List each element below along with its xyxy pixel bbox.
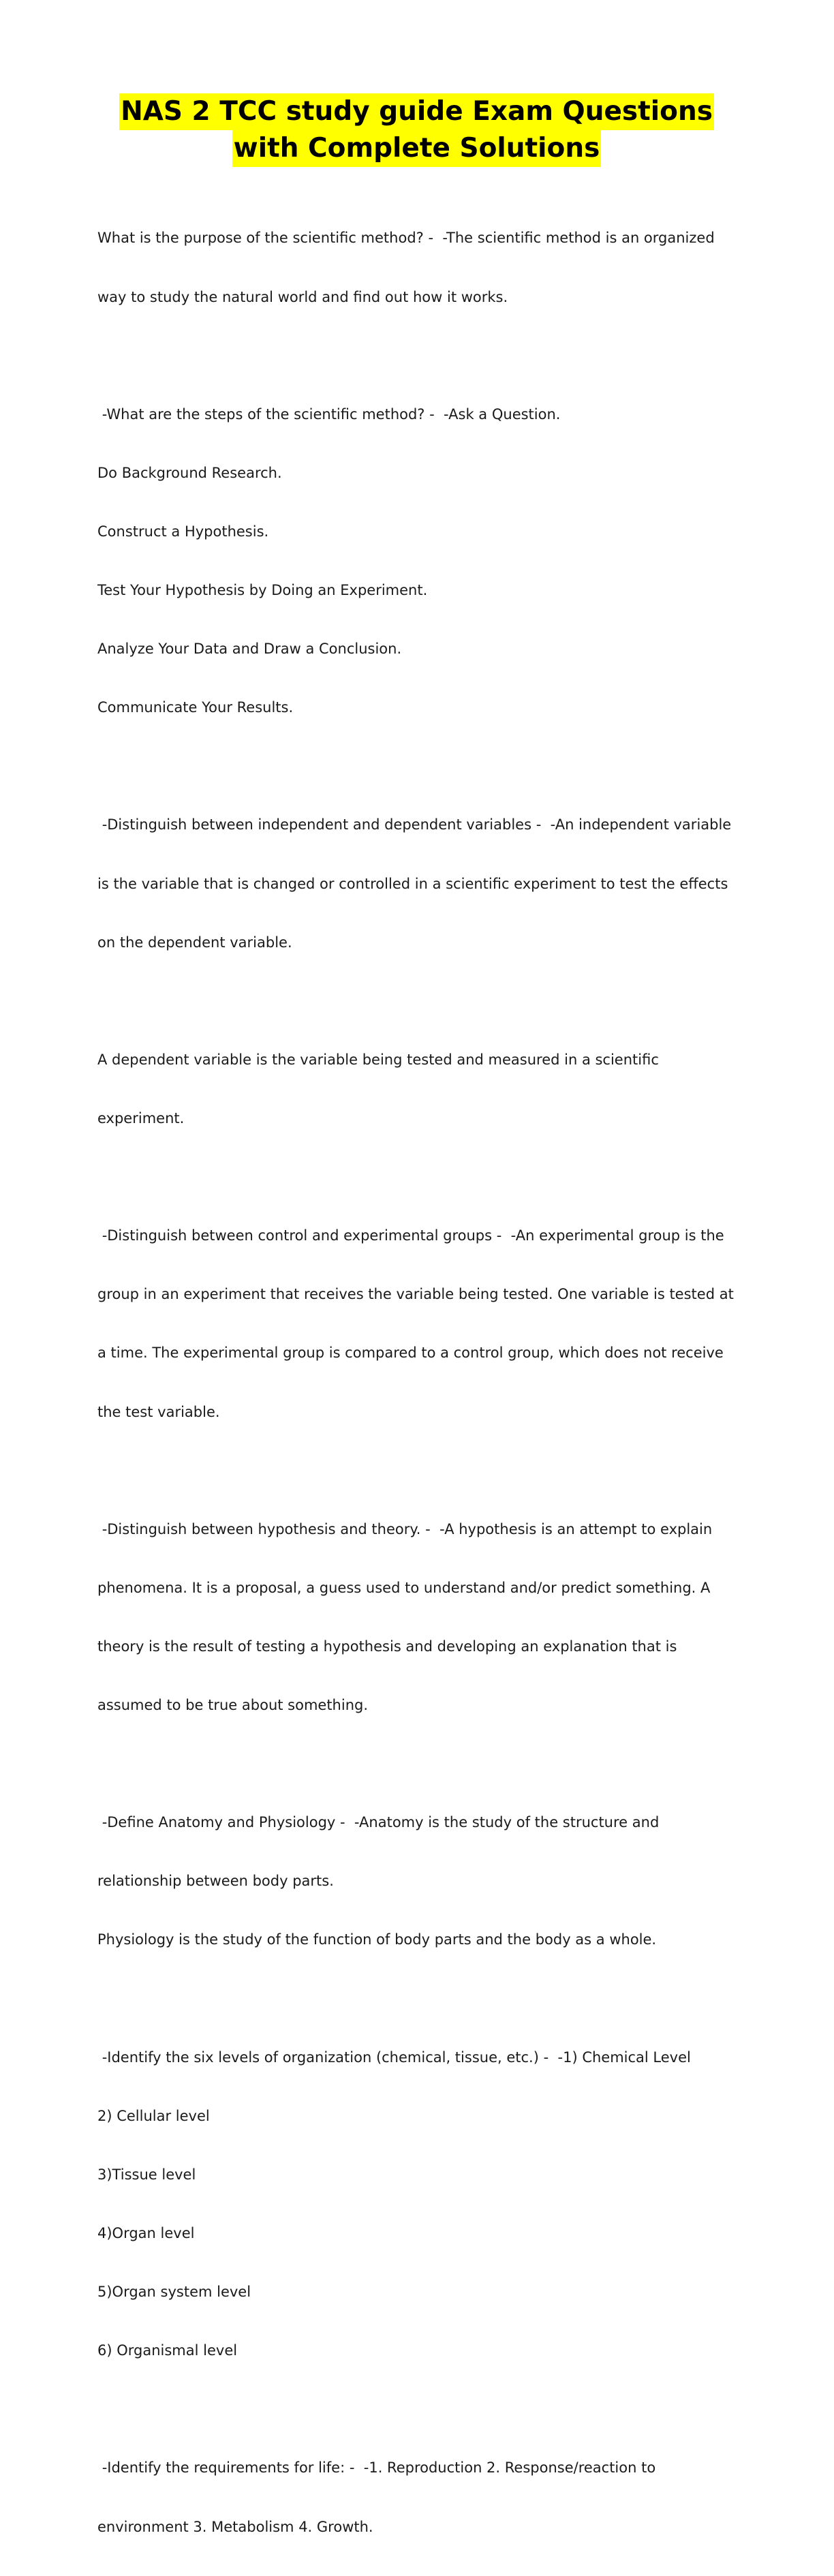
- text-line: Physiology is the study of the function of body parts and the body as a whole.: [97, 1931, 657, 1948]
- qa-block-levels: [97, 2008, 736, 2399]
- text-line: way to study the natural world and find out how it works.: [97, 288, 508, 305]
- qa-block-variables: [97, 776, 736, 992]
- title-line-2: with Complete Solutions: [232, 130, 602, 167]
- text-line: theory is the result of testing a hypothesis and developing an explanation that is: [97, 1638, 677, 1655]
- text-line: environment 3. Metabolism 4. Growth.: [97, 2518, 373, 2535]
- qa-block-dependent: [97, 1011, 736, 1167]
- text-line: 3)Tissue level: [97, 2166, 196, 2183]
- text-line: the test variable.: [97, 1403, 220, 1420]
- text-line: What is the purpose of the scientific method? - -The scientific method is an organized: [97, 230, 715, 247]
- qa-block-groups: [97, 1187, 736, 1461]
- text-line: is the variable that is changed or controlled in a scientific experiment to test the effects: [97, 875, 728, 892]
- qa-block-requirements: [97, 2419, 736, 2576]
- document-body: [97, 189, 736, 2576]
- text-line: Analyze Your Data and Draw a Conclusion.: [97, 641, 402, 658]
- text-line: a time. The experimental group is compared to a control group, which does not receive: [97, 1345, 724, 1362]
- text-line: 2) Cellular level: [97, 2107, 210, 2124]
- text-line: 6) Organismal level: [97, 2342, 238, 2359]
- text-line: -Distinguish between independent and dependent variables - -An independent variable: [97, 816, 732, 833]
- text-line: experiment.: [97, 1110, 185, 1126]
- text-line: 4)Organ level: [97, 2225, 195, 2242]
- document-title: [97, 93, 736, 167]
- text-line: -Distinguish between hypothesis and theory. - -A hypothesis is an attempt to explain: [97, 1520, 713, 1537]
- text-line: -Define Anatomy and Physiology - -Anatomy is the study of the structure and: [97, 1814, 660, 1831]
- qa-block-hypothesis-theory: [97, 1480, 736, 1754]
- qa-block-anatomy-physiology: [97, 1774, 736, 1989]
- qa-block-purpose: [97, 189, 736, 346]
- title-line-1: NAS 2 TCC study guide Exam Questions: [119, 93, 714, 130]
- text-line: Communicate Your Results.: [97, 699, 294, 716]
- text-line: Test Your Hypothesis by Doing an Experiment.: [97, 582, 428, 599]
- text-line: Construct a Hypothesis.: [97, 523, 269, 540]
- text-line: relationship between body parts.: [97, 1873, 334, 1890]
- text-line: -Identify the six levels of organization (chemical, tissue, etc.) - -1) Chemical Level: [97, 2049, 691, 2066]
- text-line: Do Background Research.: [97, 464, 282, 481]
- text-line: on the dependent variable.: [97, 934, 292, 951]
- text-line: assumed to be true about something.: [97, 1697, 369, 1714]
- text-line: 5)Organ system level: [97, 2284, 251, 2301]
- text-line: -Identify the requirements for life: - -1. Reproduction 2. Response/reaction to: [97, 2459, 656, 2477]
- qa-block-steps: [97, 365, 736, 756]
- text-line: -What are the steps of the scientific method? - -Ask a Question.: [97, 405, 561, 423]
- text-line: A dependent variable is the variable being tested and measured in a scientific: [97, 1051, 659, 1068]
- text-line: -Distinguish between control and experimental groups - -An experimental group is the: [97, 1227, 724, 1244]
- text-line: phenomena. It is a proposal, a guess used to understand and/or predict something. A: [97, 1579, 711, 1596]
- text-line: group in an experiment that receives the variable being tested. One variable is tested at: [97, 1286, 734, 1303]
